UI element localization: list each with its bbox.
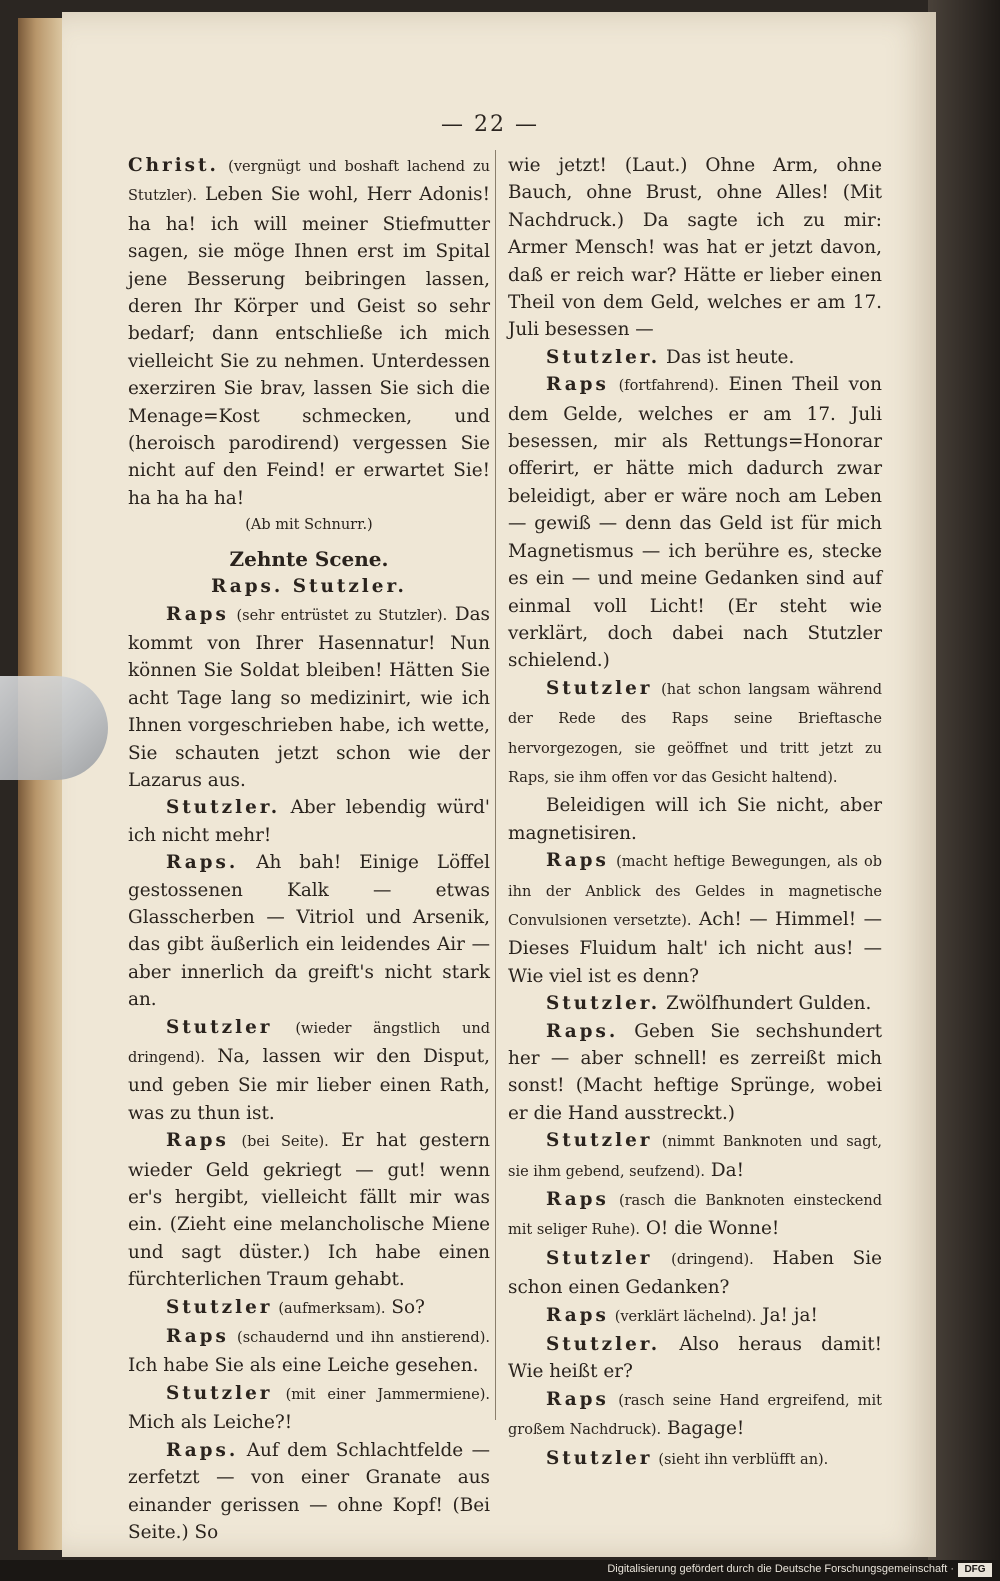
speaker-name: Raps: [166, 1130, 229, 1152]
dialogue-text: Auf dem Schlachtfelde — zerfetzt — von einer Granate aus einander gerissen — ohne Kopf! (Bei Seite.) So: [128, 1439, 490, 1543]
speaker-name: Raps.: [546, 1020, 619, 1042]
speaker-name: Raps: [546, 850, 609, 872]
stage-direction: (wieder ängstlich und dringend).: [128, 1020, 490, 1066]
speaker-name: Raps: [546, 374, 609, 396]
dialogue-text: Da!: [710, 1159, 744, 1181]
stage-direction: (verklärt lächelnd).: [614, 1308, 757, 1325]
speaker-name: Raps: [166, 1326, 229, 1348]
left-column: [128, 152, 490, 1546]
speech-paragraph: [508, 1018, 882, 1128]
speaker-name: Stutzler.: [546, 1334, 661, 1356]
right-column: [508, 152, 882, 1474]
speech-paragraph: [128, 1294, 490, 1323]
dialogue-text: Bagage!: [666, 1418, 745, 1440]
stage-direction: (sieht ihn verblüfft an).: [658, 1451, 829, 1468]
dialogue-text: Ah bah! Einige Löffel gestossenen Kalk — etwas Glasscherben — Vitriol und Arsenik, das gibt äußerlich ein leidendes Air — aber innerlich da greift's nicht stark an.: [128, 852, 490, 1011]
speech-paragraph: [508, 990, 882, 1017]
book-spine-shadow: [928, 0, 1000, 1560]
dialogue-text: Ich habe Sie als eine Leiche gesehen.: [128, 1355, 479, 1377]
speaker-name: Stutzler: [546, 1247, 653, 1269]
speaker-name: Raps: [166, 603, 229, 625]
speaker-name: Stutzler: [166, 1016, 273, 1038]
stage-direction: (sehr entrüstet zu Stutzler).: [236, 607, 448, 624]
dialogue-text: Also heraus damit! Wie heißt er?: [508, 1334, 882, 1383]
dialogue-text: Aber lebendig würd' ich nicht mehr!: [128, 797, 490, 846]
speaker-name: Raps: [546, 1189, 609, 1211]
dialogue-text: Beleidigen will ich Sie nicht, aber magnetisiren.: [508, 795, 882, 844]
speech-paragraph: [508, 344, 882, 371]
speaker-name: Stutzler: [546, 1447, 653, 1469]
speaker-name: Stutzler.: [546, 993, 661, 1015]
dfg-logo: DFG: [958, 1563, 992, 1577]
speaker-name: Christ.: [128, 155, 219, 176]
column-divider: [495, 150, 496, 1420]
speaker-name: Raps.: [166, 852, 239, 874]
speech-paragraph: [508, 1245, 882, 1302]
speech-paragraph: [508, 792, 882, 847]
speech-paragraph: [128, 849, 490, 1013]
speech-paragraph: [128, 1014, 490, 1128]
speaker-name: Raps.: [166, 1439, 239, 1461]
dialogue-text: So?: [391, 1296, 425, 1318]
dialogue-text: Mich als Leiche?!: [128, 1412, 293, 1434]
scene-title: Zehnte Scene.: [229, 546, 389, 571]
speaker-name: Raps: [546, 1388, 609, 1410]
dialogue-text: Haben Sie schon einen Gedanken?: [508, 1247, 882, 1299]
stage-direction: (macht heftige Bewegungen, als ob ihn der Anblick des Geldes in magnetische Convulsionen versetzte).: [508, 854, 882, 929]
page-number: — 22 —: [441, 112, 539, 137]
speech-paragraph: [128, 794, 490, 849]
speech-paragraph: [508, 1331, 882, 1386]
dialogue-text: Zwölfhundert Gulden.: [666, 993, 872, 1015]
stage-direction: (rasch die Banknoten einsteckend mit seliger Ruhe).: [508, 1193, 882, 1239]
stage-direction: (Ab mit Schnurr.): [245, 517, 373, 534]
stage-direction: (vergnügt und boshaft lachend zu Stutzler).: [128, 159, 490, 205]
stage-direction: (mit einer Jammermiene).: [285, 1386, 490, 1403]
speaker-name: Raps: [546, 1304, 609, 1326]
speech-paragraph: [508, 152, 882, 344]
speech-paragraph: [508, 675, 882, 793]
speech-paragraph: [128, 1127, 490, 1293]
dialogue-text: Ach! — Himmel! — Dieses Fluidum halt' ich nicht aus! — Wie viel ist es denn?: [508, 908, 882, 987]
speech-paragraph: [508, 1186, 882, 1245]
page-clip: [0, 676, 108, 780]
stage-direction: (fortfahrend).: [618, 378, 719, 395]
stage-direction: (rasch seine Hand ergreifend, mit großem Nachdruck).: [508, 1392, 882, 1439]
dialogue-text: Ja! ja!: [762, 1304, 818, 1326]
speech-paragraph: [508, 847, 882, 990]
speaker-name: Stutzler: [166, 1296, 273, 1318]
funding-credit: Digitalisierung gefördert durch die Deutsche Forschungsgemeinschaft ·: [607, 1563, 954, 1575]
speech-paragraph: [508, 371, 882, 674]
stage-direction: (dringend).: [671, 1251, 754, 1268]
speech-paragraph: [128, 1380, 490, 1437]
speech-paragraph: [128, 601, 490, 795]
speech-paragraph: [508, 1127, 882, 1186]
scene-characters: Raps. Stutzler.: [211, 576, 407, 598]
speaker-name: Stutzler: [546, 677, 653, 699]
dialogue-text: O! die Wonne!: [645, 1218, 780, 1240]
speech-paragraph: [128, 152, 490, 512]
dialogue-text: Das ist heute.: [666, 346, 795, 368]
stage-direction: (hat schon langsam während der Rede des Raps seine Brieftasche hervorgezogen, sie geöffnet und tritt jetzt zu Raps, sie ihm offen vor das Gesicht haltend).: [508, 681, 882, 786]
stage-direction: (bei Seite).: [241, 1134, 329, 1151]
speech-paragraph: [128, 1437, 490, 1547]
speaker-name: Stutzler.: [166, 797, 281, 819]
speech-paragraph: [128, 1323, 490, 1380]
speaker-name: Stutzler: [546, 1130, 653, 1152]
speaker-name: Stutzler: [166, 1382, 273, 1404]
dialogue-text: Leben Sie wohl, Herr Adonis! ha ha! ich will meiner Stiefmutter sagen, sie möge Ihnen erst im Spital jene Besserung beibringen lassen, deren Ihr Körper und Geist so sehr bedarf; dann entschließe ich mich vielleicht Sie zu nehmen. Unterdessen exerziren Sie brav, lassen Sie sich die Menage=Kost schmecken, und (heroisch parodirend) vergessen Sie nicht auf den Feind! er erwartet Sie! ha ha ha ha!: [128, 184, 490, 509]
dialogue-text: Das kommt von Ihrer Hasennatur! Nun können Sie Soldat bleiben! Hätten Sie acht Tage lang so medizinirt, wie ich Ihnen vorgeschrieben habe, ich wette, Sie schauten jetzt schon wie der Lazarus aus.: [128, 603, 490, 791]
dialogue-text: Er hat gestern wieder Geld gekriegt — gut! wenn er's hergibt, vielleicht fällt mir was ein. (Zieht eine melancholische Miene und sagt düster.) Ich habe einen fürchterlichen Traum gehabt.: [128, 1130, 490, 1291]
dialogue-text: Na, lassen wir den Disput, und geben Sie mir lieber einen Rath, was zu thun ist.: [128, 1046, 490, 1124]
speech-paragraph: [508, 1386, 882, 1445]
stage-direction: (nimmt Banknoten und sagt, sie ihm gebend, seufzend).: [508, 1134, 882, 1180]
speech-paragraph: [508, 1445, 882, 1474]
speaker-name: Stutzler.: [546, 346, 661, 368]
stage-direction: (aufmerksam).: [278, 1300, 386, 1317]
stage-direction: (schaudernd und ihn anstierend).: [237, 1330, 490, 1347]
dialogue-text: Geben Sie sechshundert her — aber schnell! es zerreißt mich sonst! (Macht heftige Sprünge, wobei er die Hand ausstreckt.): [508, 1020, 882, 1124]
dialogue-text: wie jetzt! (Laut.) Ohne Arm, ohne Bauch, ohne Brust, ohne Alles! (Mit Nachdruck.) Da sagte ich zu mir: Armer Mensch! was hat er jetzt davon, daß er reich war? Hätte er lieber einen Theil von dem Geld, welches er am 17. Juli besessen —: [508, 155, 882, 341]
dialogue-text: Einen Theil von dem Gelde, welches er am 17. Juli besessen, mir als Rettungs=Honorar offerirt, er hätte mich dadurch zwar beleidigt, aber er wäre noch am Leben — gewiß — denn das Geld ist für mich Magnetismus — ich berühre es, stecke es ein — und meine Gedanken sind auf einmal voll Licht! (Er steht wie verklärt, doch dabei nach Stutzler schielend.): [508, 374, 882, 672]
speech-paragraph: [508, 1302, 882, 1331]
